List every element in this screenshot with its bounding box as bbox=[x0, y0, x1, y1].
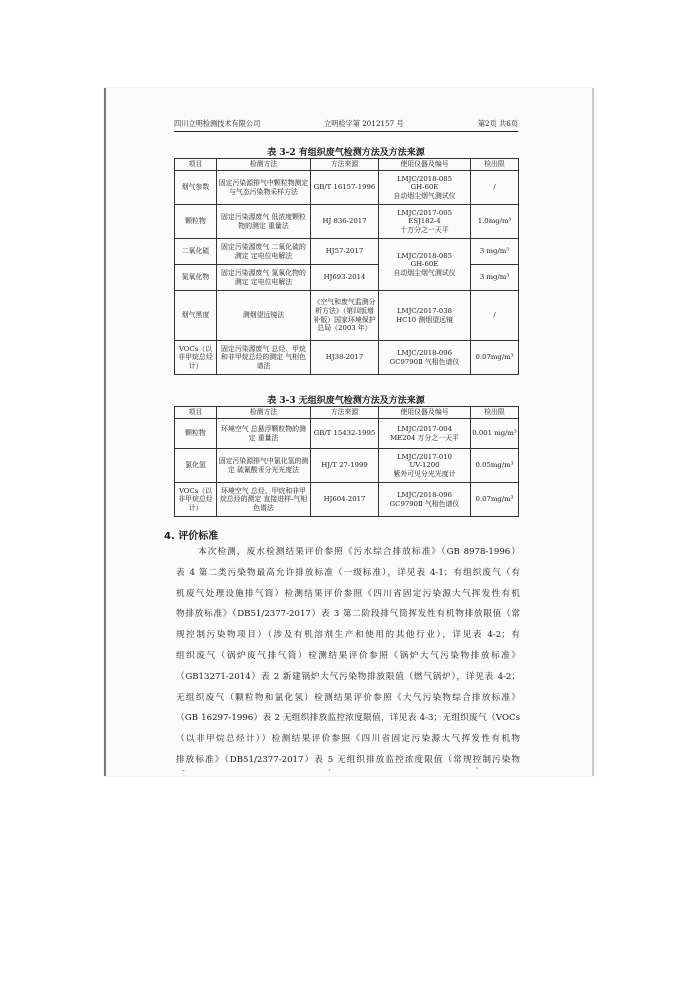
cell-source: HJ693-2014 bbox=[311, 265, 379, 291]
cell-limit: 0.05mg/m³ bbox=[471, 449, 519, 483]
instrument-line: LMJC/2017-004 bbox=[396, 424, 452, 433]
cell-instrument bbox=[379, 171, 471, 205]
instrument-line: LMJC/2017-010 bbox=[396, 452, 452, 461]
instrument-line: GH-60E bbox=[410, 260, 439, 269]
table-3-2 bbox=[174, 158, 519, 375]
instrument-line: LMJC/2018-096 bbox=[396, 490, 452, 499]
scan-mark: · bbox=[328, 766, 331, 775]
col-source: 方法来源 bbox=[311, 407, 379, 419]
paragraph-line: （GB 16297-1996）表 2 无组织排放监控浓度限值，详见表 4-3；无组织废气（VOCs bbox=[176, 713, 520, 724]
table-row bbox=[175, 419, 519, 449]
table-row bbox=[175, 205, 519, 239]
paragraph-line: 机废气处理设施排气筒）检测结果评价参照《四川省固定污染源大气挥发性有机 bbox=[176, 588, 520, 599]
cell-source: 《空气和废气监测分析方法》（第四版增补版）国家环境保护总局（2003 年） bbox=[311, 291, 379, 341]
cell-source: HJ/T 27-1999 bbox=[311, 449, 379, 483]
cell-item: 颗粒物 bbox=[175, 205, 217, 239]
table-header-row bbox=[175, 159, 519, 171]
cell-method: 固定污染源排气中氯化氢的测定 硫氰酸汞分光光度法 bbox=[217, 449, 311, 483]
instrument-line: ESJ182-4 bbox=[408, 217, 441, 226]
table-header-row bbox=[175, 407, 519, 419]
scan-edge-right bbox=[592, 88, 594, 776]
instrument-line: LMJC/2018-096 bbox=[396, 348, 452, 357]
cell-method: 环境空气 总烃、甲烷和非甲烷总烃的测定 直接进样-气相色谱法 bbox=[217, 483, 311, 517]
cell-source: GB/T 15432-1995 bbox=[311, 419, 379, 449]
cell-item: 颗粒物 bbox=[175, 419, 217, 449]
cell-limit: 0.07mg/m³ bbox=[471, 341, 519, 375]
cell-instrument bbox=[379, 341, 471, 375]
instrument-line: LMJC/2017-005 bbox=[396, 208, 452, 217]
cell-method: 测烟望远镜法 bbox=[217, 291, 311, 341]
cell-item: 氮氧化物 bbox=[175, 265, 217, 291]
cell-limit: 3 mg/m³ bbox=[471, 239, 519, 265]
cell-limit: / bbox=[471, 171, 519, 205]
table-row bbox=[175, 171, 519, 205]
cell-item: VOCs（以非甲烷总烃计） bbox=[175, 341, 217, 375]
cell-source: HJ57-2017 bbox=[311, 239, 379, 265]
scan-mark: - bbox=[182, 766, 185, 775]
section-title: 4. 评价标准 bbox=[164, 531, 219, 542]
cell-item: 氯化氢 bbox=[175, 449, 217, 483]
paragraph-line: （GB13271-2014）表 2 新建锅炉大气污染物排放限值（燃气锅炉），详见表 4-2； bbox=[176, 671, 520, 682]
cell-item: 二氧化硫 bbox=[175, 239, 217, 265]
table-row bbox=[175, 239, 519, 265]
evaluation-paragraph bbox=[176, 542, 520, 771]
cell-source: HJ604-2017 bbox=[311, 483, 379, 517]
instrument-line: 自动烟尘烟气测试仪 bbox=[393, 191, 456, 200]
col-method: 检测方法 bbox=[217, 159, 311, 171]
cell-instrument bbox=[379, 419, 471, 449]
col-item: 项目 bbox=[175, 407, 217, 419]
instrument-line: 十万分之一天平 bbox=[400, 225, 449, 234]
instrument-line: LMJC/2017-038 bbox=[396, 306, 452, 315]
cell-item: 烟气参数 bbox=[175, 171, 217, 205]
page-header bbox=[174, 119, 518, 132]
cell-source: GB/T 16157-1996 bbox=[311, 171, 379, 205]
cell-source: HJ38-2017 bbox=[311, 341, 379, 375]
instrument-line: HC10 测烟望远镜 bbox=[396, 315, 453, 324]
paragraph-line: 本次检测，废水检测结果评价参照《污水综合排放标准》（GB 8978-1996） bbox=[198, 547, 520, 557]
cell-method: 固定污染源排气中颗粒物测定与气态污染物采样方法 bbox=[217, 171, 311, 205]
cell-method: 固定污染源废气 总烃、甲烷和非甲烷总烃的测定 气相色谱法 bbox=[217, 341, 311, 375]
cell-method: 固定污染源废气 低浓度颗粒物的测定 重量法 bbox=[217, 205, 311, 239]
paragraph-line: 物排放标准》（DB51/2377-2017）表 3 第二阶段排气筒挥发性有机物排放限值（常 bbox=[176, 609, 520, 620]
table-row bbox=[175, 483, 519, 517]
cell-instrument bbox=[379, 205, 471, 239]
cell-source: HJ 836-2017 bbox=[311, 205, 379, 239]
cell-limit: / bbox=[471, 291, 519, 341]
table-3-2-caption: 表 3-2 有组织废气检测方法及方法来源 bbox=[267, 148, 425, 158]
paragraph-line: 无组织废气（颗粒物和氯化氢）检测结果评价参照《大气污染物综合排放标准》 bbox=[176, 692, 520, 703]
cell-instrument bbox=[379, 291, 471, 341]
cell-method: 环境空气 总悬浮颗粒物的测定 重量法 bbox=[217, 419, 311, 449]
paragraph-line: 表 4 第二类污染物最高允许排放标准（一级标准），详见表 4-1；有组织废气（有 bbox=[176, 567, 520, 578]
table-3-3-caption: 表 3-3 无组织废气检测方法及方法来源 bbox=[267, 396, 425, 406]
page-number: 第2页 共6页 bbox=[477, 119, 518, 128]
table-row bbox=[175, 449, 519, 483]
instrument-line: GC9790Ⅱ 气相色谱仪 bbox=[389, 357, 460, 366]
cell-item: VOCs（以非甲烷总烃计） bbox=[175, 483, 217, 517]
col-instrument: 使用仪器及编号 bbox=[379, 159, 471, 171]
company-name: 四川立明检测技术有限公司 bbox=[174, 119, 261, 128]
table-row bbox=[175, 341, 519, 375]
scan-edge-left bbox=[104, 88, 106, 776]
cell-method: 固定污染源废气 二氧化硫的测定 定电位电解法 bbox=[217, 239, 311, 265]
cell-limit: 3 mg/m³ bbox=[471, 265, 519, 291]
paragraph-line: 组织废气（锅炉废气排气筒）检测结果评价参照《锅炉大气污染物排放标准》 bbox=[176, 650, 520, 661]
col-source: 方法来源 bbox=[311, 159, 379, 171]
cell-instrument bbox=[379, 483, 471, 517]
cell-limit: 0.001 mg/m³ bbox=[471, 419, 519, 449]
instrument-line: GC9790Ⅱ 气相色谱仪 bbox=[389, 499, 460, 508]
table-3-3 bbox=[174, 406, 519, 517]
col-item: 项目 bbox=[175, 159, 217, 171]
cell-instrument bbox=[379, 449, 471, 483]
scan-mark: ' bbox=[476, 766, 479, 775]
report-number: 立明检字第 2012157 号 bbox=[324, 119, 404, 128]
cell-limit: 1.0mg/m³ bbox=[471, 205, 519, 239]
instrument-line: LMJC/2018-085 bbox=[396, 251, 452, 260]
cell-instrument-shared bbox=[379, 239, 471, 291]
col-limit: 检出限 bbox=[471, 159, 519, 171]
instrument-line: LMJC/2018-085 bbox=[396, 174, 452, 183]
cell-limit: 0.07mg/m³ bbox=[471, 483, 519, 517]
col-limit: 检出限 bbox=[471, 407, 519, 419]
cell-method: 固定污染源废气 氮氧化物的测定 定电位电解法 bbox=[217, 265, 311, 291]
table-row bbox=[175, 291, 519, 341]
col-instrument: 使用仪器及编号 bbox=[379, 407, 471, 419]
instrument-line: 自动烟尘烟气测试仪 bbox=[393, 268, 456, 277]
col-method: 检测方法 bbox=[217, 407, 311, 419]
paragraph-line: 排放标准》（DB51/2377-2017）表 5 无组织排放监控浓度限值（常规控制污染物 bbox=[176, 754, 520, 765]
instrument-line: ME204 万分之一天平 bbox=[390, 433, 459, 442]
paragraph-line: 规控制污染物项目）（涉及有机溶剂生产和使用的其他行业），详见表 4-2；有 bbox=[176, 630, 520, 641]
instrument-line: GH-60E bbox=[410, 183, 439, 192]
instrument-line: 紫外可见分光光度计 bbox=[393, 469, 456, 478]
instrument-line: UV-1200 bbox=[409, 461, 440, 470]
cell-item: 烟气黑度 bbox=[175, 291, 217, 341]
paragraph-line: （以非甲烷总烃计））检测结果评价参照《四川省固定污染源大气挥发性有机物 bbox=[176, 734, 520, 745]
